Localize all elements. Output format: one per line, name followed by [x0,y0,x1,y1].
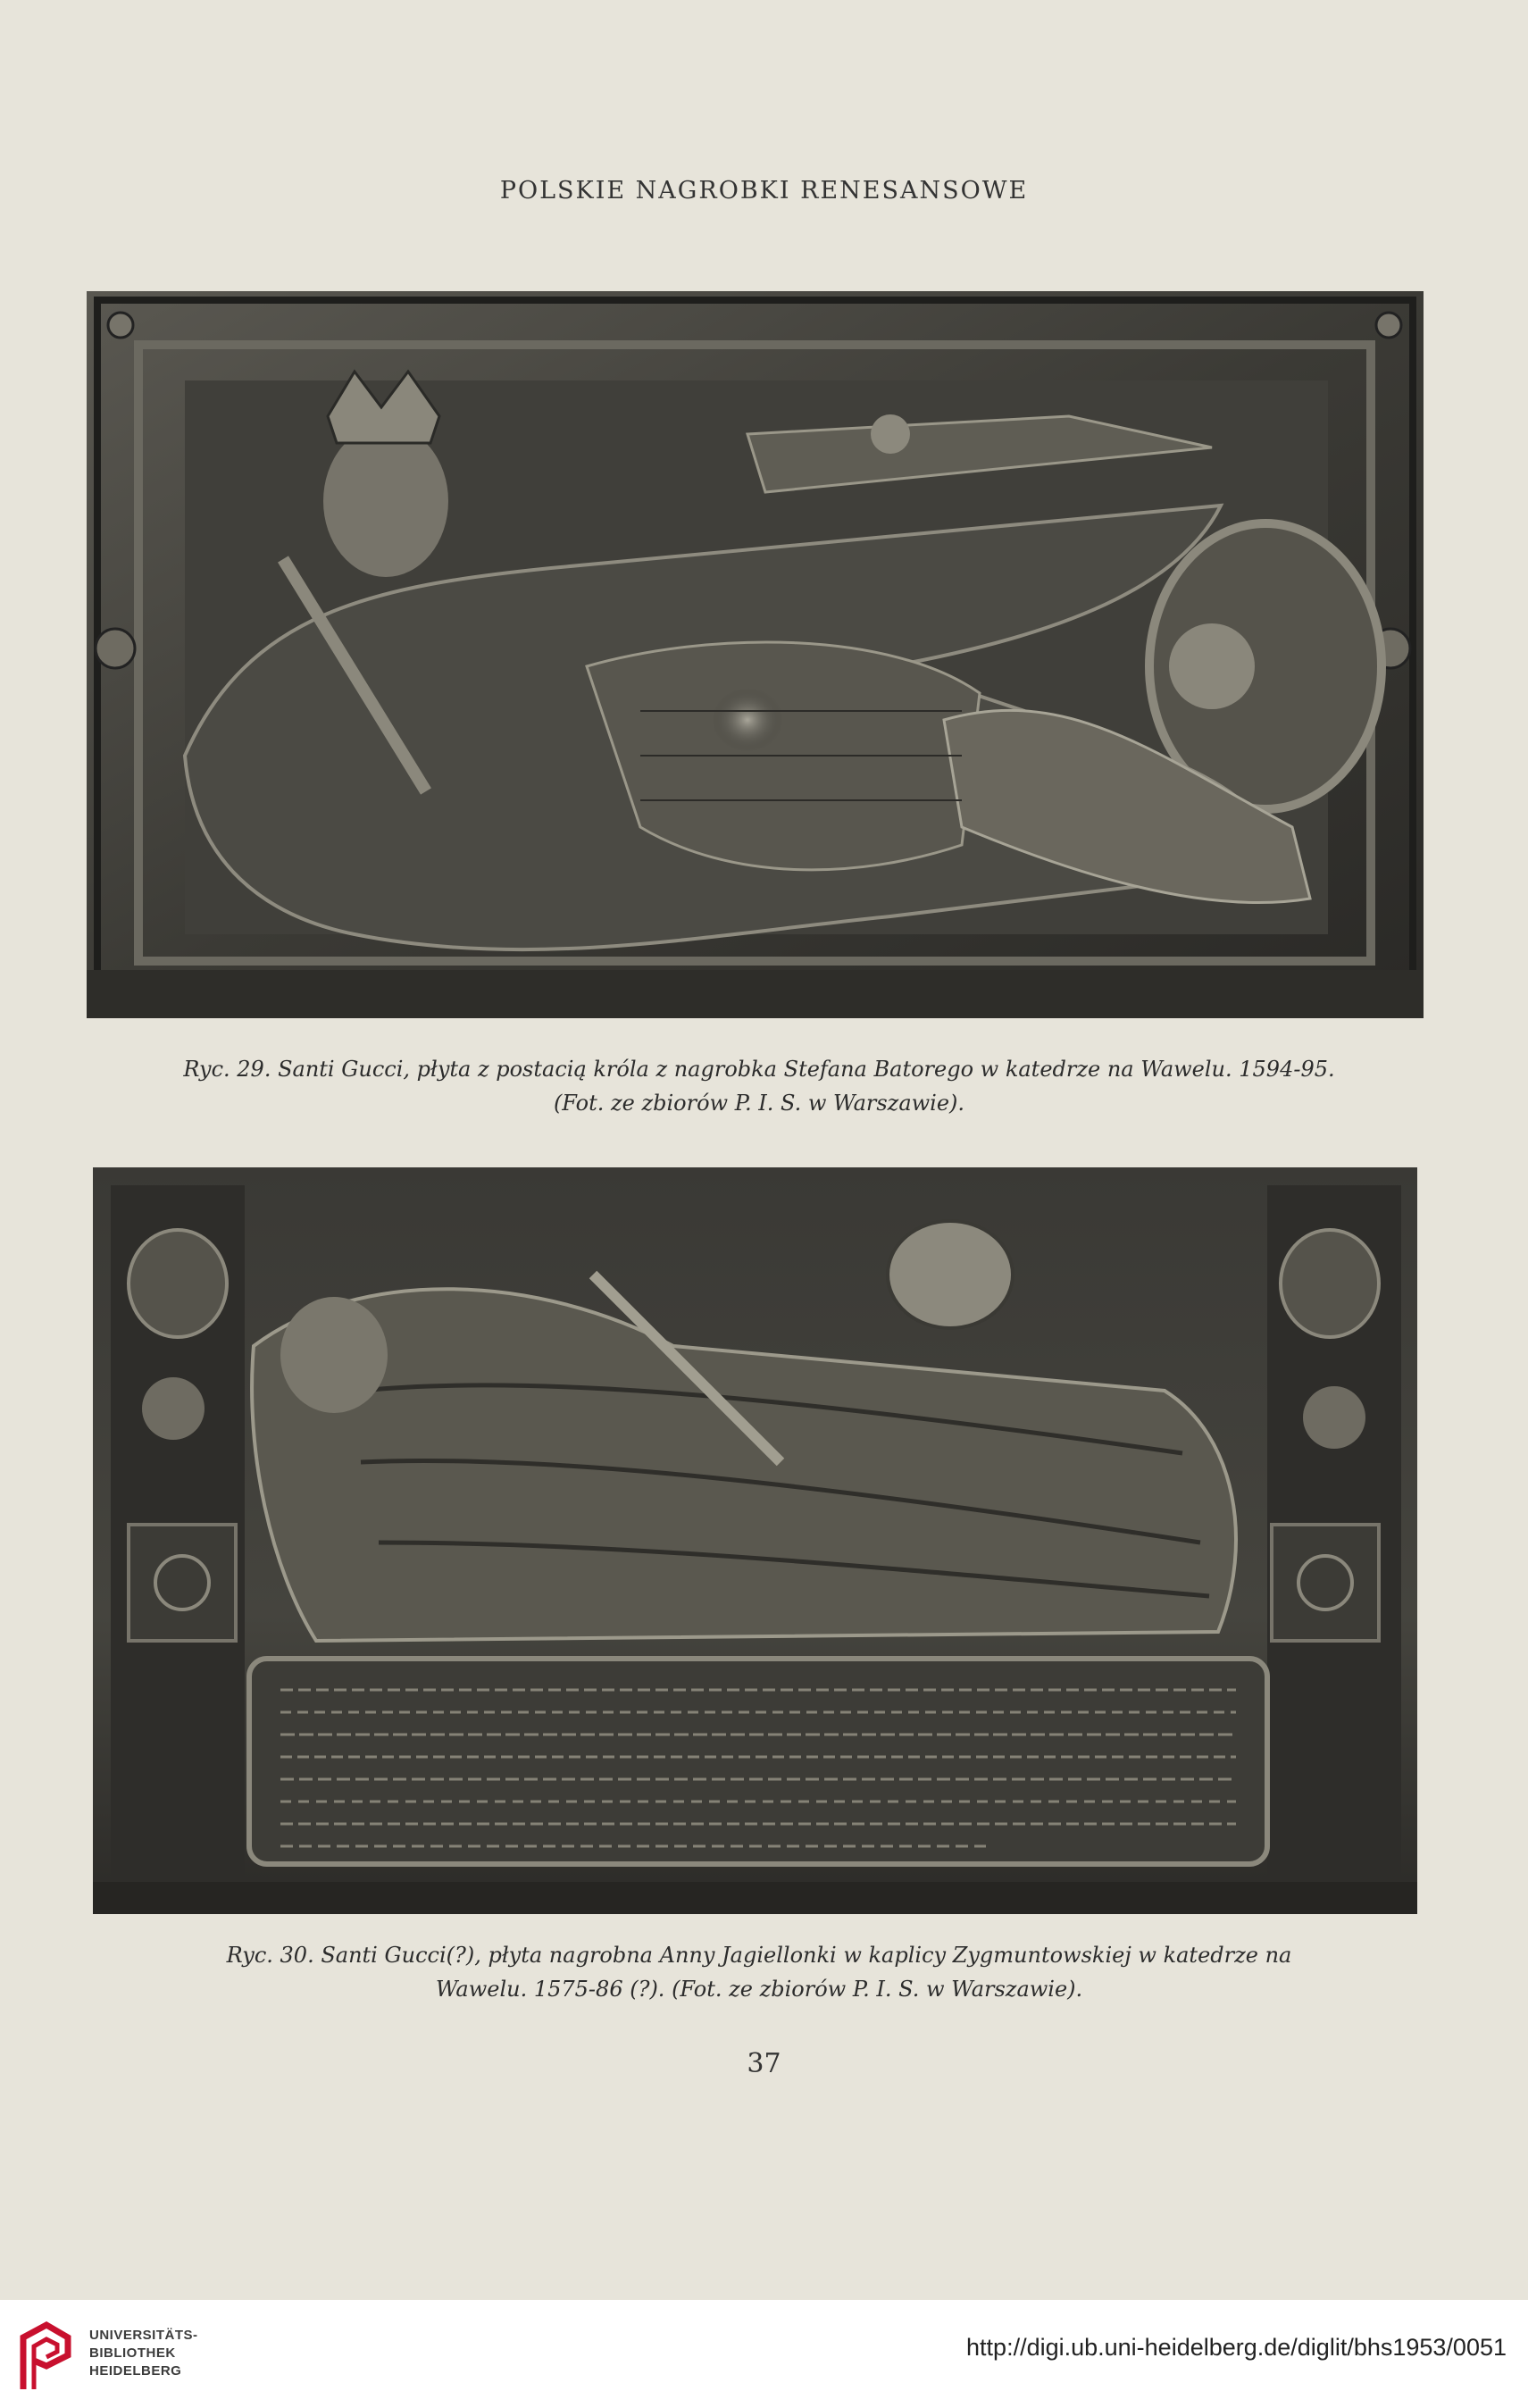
library-footer [0,2300,1528,2408]
running-head: POLSKIE NAGROBKI RENESANSOWE [499,177,1029,205]
library-name-line: BIBLIOTHEK [89,2345,176,2361]
figure-photo-king-effigy [87,291,1424,1018]
permalink-url[interactable]: http://digi.ub.uni-heidelberg.de/diglit/bhs1953/0051 [966,2334,1507,2361]
library-name-line: HEIDELBERG [89,2363,182,2379]
effigy-relief-illustration [87,291,1424,1018]
university-library-logo-icon[interactable] [16,2320,75,2396]
caption-line: (Fot. ze zbiorów P. I. S. w Warszawie). [553,1091,965,1116]
figure-caption-29 [89,1052,1429,1120]
library-name[interactable] [89,2327,198,2380]
caption-line: Ryc. 30. Santi Gucci(?), płyta nagrobna Anny Jagiellonki w kaplicy Zygmuntowskiej w katedrze na [226,1943,1292,1968]
figure-caption-30 [89,1938,1429,2006]
caption-line: Wawelu. 1575-86 (?). (Fot. ze zbiorów P. I. S. w Warszawie). [435,1977,1083,2002]
figure-photo-tomb-slab [93,1167,1417,1914]
page-number: 37 [747,2048,781,2079]
tomb-slab-illustration [93,1167,1417,1914]
library-name-line: UNIVERSITÄTS- [89,2328,198,2343]
caption-line: Ryc. 29. Santi Gucci, płyta z postacią króla z nagrobka Stefana Batorego w katedrze na Wawelu. 1594-95. [183,1057,1335,1082]
